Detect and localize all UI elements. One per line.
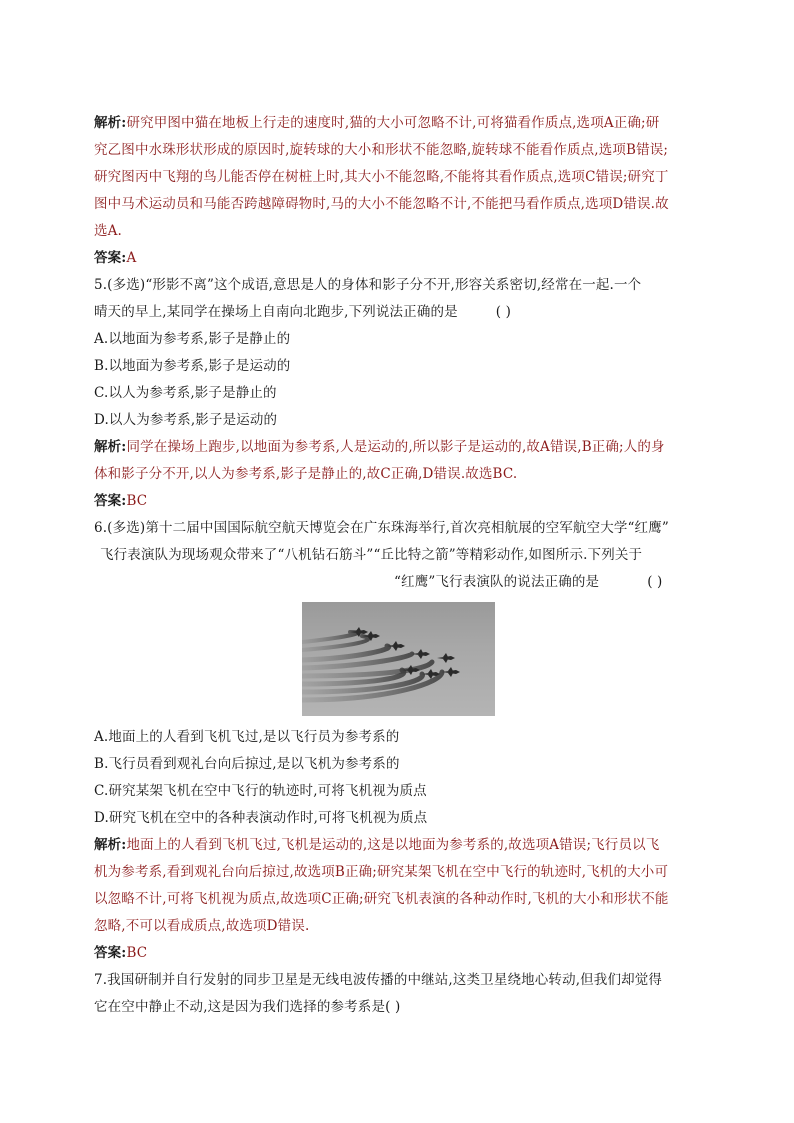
q6-analysis-line: 解析:地面上的人看到飞机飞过,飞机是运动的,这是以地面为参考系的,故选项A错误;飞行员以飞 xyxy=(94,837,660,853)
q6-option-b: B.飞行员看到观礼台向后掠过,是以飞机为参考系的 xyxy=(94,756,400,772)
q5-option-c: C.以人为参考系,影子是静止的 xyxy=(94,385,277,401)
q5-option-a: A.以地面为参考系,影子是静止的 xyxy=(94,331,291,347)
jets-formation-photo xyxy=(302,602,495,716)
q7-stem-line: 7.我国研制并自行发射的同步卫星是无线电波传播的中继站,这类卫星绕地心转动,但我们却觉得 xyxy=(94,972,663,988)
document-page xyxy=(94,110,704,1021)
jet xyxy=(412,649,430,659)
q6-answer xyxy=(94,940,704,967)
q5-analysis-line: 解析:同学在操场上跑步,以地面为参考系,人是运动的,所以影子是运动的,故A错误,B正确;人的身 xyxy=(94,439,665,455)
answer-blank: ( ) xyxy=(647,574,663,590)
q4-analysis-line: 图中马术运动员和马能否跨越障碍物时,马的大小不能忽略不计,不能把马看作质点,选项D错误.故 xyxy=(94,196,669,212)
q5-answer xyxy=(94,488,704,515)
answer-label: 答案: xyxy=(94,250,127,266)
jet xyxy=(442,667,460,677)
answer-value: A xyxy=(126,250,137,266)
q6-option-c: C.研究某架飞机在空中飞行的轨迹时,可将飞机视为质点 xyxy=(94,783,427,799)
analysis-label: 解析: xyxy=(94,837,127,853)
q4-analysis-line: 研究图丙中飞翔的鸟儿能否停在树桩上时,其大小不能忽略,不能将其看作质点,选项C错误;研究丁 xyxy=(94,169,669,185)
q4-analysis-line: 解析:研究甲图中猫在地板上行走的速度时,猫的大小可忽略不计,可将猫看作质点,选项A正确;研 xyxy=(94,115,660,131)
q6-stem-line: 飞行表演队为现场观众带来了“八机钻石筋斗”“丘比特之箭”等精彩动作,如图所示.下列关于 xyxy=(100,547,643,563)
q6-option-d: D.研究飞机在空中的各种表演动作时,可将飞机视为质点 xyxy=(94,810,428,826)
q5-option-d: D.以人为参考系,影子是运动的 xyxy=(94,412,278,428)
answer-label: 答案: xyxy=(94,945,127,961)
q5-analysis-line: 体和影子分不开,以人为参考系,影子是静止的,故C正确,D错误.故选BC. xyxy=(94,466,518,482)
q6-option-a: A.地面上的人看到飞机飞过,是以飞行员为参考系的 xyxy=(94,729,400,745)
answer-blank: ( ) xyxy=(495,304,512,320)
q4-answer xyxy=(94,245,704,272)
answer-label: 答案: xyxy=(94,493,127,509)
q4-analysis-line: 选A. xyxy=(94,223,122,239)
q7-stem-line: 它在空中静止不动,这是因为我们选择的参考系是( ) xyxy=(94,999,401,1015)
answer-value: BC xyxy=(126,945,148,961)
q6-analysis-line: 机为参考系,看到观礼台向后掠过,故选项B正确;研究某架飞机在空中飞行的轨迹时,飞机的大小可 xyxy=(94,864,669,880)
q6-stem-line: 6.(多选)第十二届中国国际航空航天博览会在广东珠海举行,首次亮相航展的空军航空大学“红鹰” xyxy=(94,520,669,536)
q5-stem-line: 5.(多选)“形影不离”这个成语,意思是人的身体和影子分不开,形容关系密切,经常在一起.一个 xyxy=(94,277,642,293)
analysis-label: 解析: xyxy=(94,115,127,131)
q4-analysis-line: 究乙图中水珠形状形成的原因时,旋转球的大小和形状不能忽略,旋转球不能看作质点,选项B错误; xyxy=(94,142,669,158)
jet xyxy=(437,653,455,663)
answer-value: BC xyxy=(126,493,148,509)
q5-option-b: B.以地面为参考系,影子是运动的 xyxy=(94,358,291,374)
q6-analysis-line: 以忽略不计,可将飞机视为质点,故选项C正确;研究飞机表演的各种动作时,飞机的大小和形状不能 xyxy=(94,891,669,907)
q6-analysis-line: 忽略,不可以看成质点,故选项D错误. xyxy=(94,918,310,934)
q6-stem-line: “红鹰”飞行表演队的说法正确的是 ( ) xyxy=(94,569,704,596)
smoke-trails xyxy=(302,632,442,700)
jets-formation-illustration xyxy=(302,602,495,716)
analysis-label: 解析: xyxy=(94,439,127,455)
q5-stem-line: 晴天的早上,某同学在操场上自南向北跑步,下列说法正确的是 ( ) xyxy=(94,299,704,326)
